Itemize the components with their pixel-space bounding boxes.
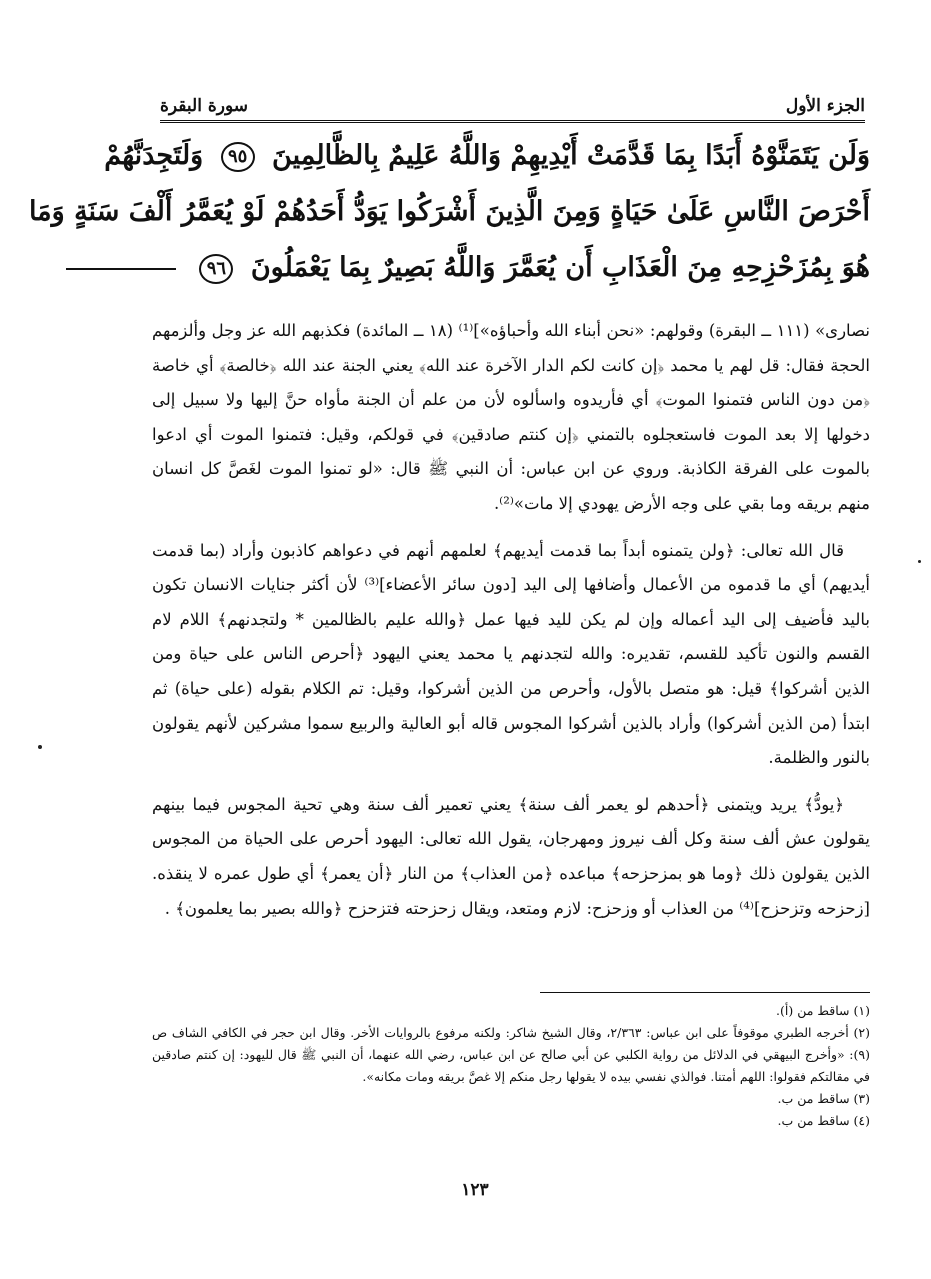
verse-text: وَلَتَجِدَنَّهُمْ: [104, 140, 204, 171]
footnote-separator: [540, 992, 870, 993]
footnote: (٣) ساقط من ب.: [777, 1091, 870, 1106]
ayah-number-marker: ٩٦: [199, 254, 233, 284]
commentary-paragraph: نصارى» (١١١ ــ البقرة) وقولهم: «نحن أبناء الله وأحباؤه»]⁽¹⁾ (١٨ ــ المائدة) فكذبهم الله عز وجل وألزمهم الحجة فقال: قل لهم يا محمد ﴿إن كانت لكم الدار الآخرة عند الله﴾ يعني الجنة عند الله ﴿خالصة﴾ أي خاصة ﴿من دون الناس فتمنوا الموت﴾ أي فأريدوه واسألوه لأن من علم أن الجنة مأواه حنَّ إليها ولا سبيل إلى دخولها إلا بعد الموت فاستعجلوه بالتمني ﴿إن كنتم صادقين﴾ في قولكم، وقيل: فتمنوا الموت أي ادعوا بالموت على الفرقة الكاذبة. وروي عن ابن عباس: أن النبي ﷺ قال: «لو تمنوا الموت لغَصَّ كل انسان منهم بريقه وما بقي على وجه الأرض يهودي إلا مات»⁽²⁾.: [152, 321, 870, 513]
ayah-number-marker: ٩٥: [221, 142, 255, 172]
verse-text: وَلَن يَتَمَنَّوْهُ أَبَدًا بِمَا قَدَّمَتْ أَيْدِيهِمْ وَاللَّهُ عَلِيمٌ بِالظَّالِمِينَ: [272, 140, 870, 171]
verse-text: أَحْرَصَ النَّاسِ عَلَىٰ حَيَاةٍ وَمِنَ الَّذِينَ أَشْرَكُوا يَوَدُّ أَحَدُهُمْ لَوْ يُعَمَّرُ أَلْفَ سَنَةٍ وَمَا: [28, 196, 870, 227]
commentary-body: [152, 314, 870, 938]
scan-speck: [38, 745, 42, 749]
footnotes: [152, 1000, 870, 1132]
quran-verses: [28, 128, 870, 298]
verse-text: هُوَ بِمُزَحْزِحِهِ مِنَ الْعَذَابِ أَن يُعَمَّرَ وَاللَّهُ بَصِيرٌ بِمَا يَعْمَلُونَ: [250, 252, 870, 283]
running-header: [160, 82, 865, 123]
page-number: ١٢٣: [461, 1180, 489, 1200]
scan-speck: [918, 560, 921, 563]
verse-line-1: [104, 128, 870, 184]
footnote: (٤) ساقط من ب.: [777, 1113, 870, 1128]
commentary-paragraph: قال الله تعالى: ﴿ولن يتمنوه أبداً بما قدمت أيديهم﴾ لعلمهم أنهم في دعواهم كاذبون وأراد (بما قدمت أيديهم) أي ما قدموه من الأعمال وأضافها إلى اليد [دون سائر الأعضاء]⁽³⁾ لأن أكثر جنايات الانسان تكون باليد فأضيف إلى اليد أعماله وإن لم يكن لليد فيها عمل ﴿والله عليم بالظالمين * ولتجدنهم﴾ اللام لام القسم والنون تأكيد للقسم، تقديره: والله لتجدنهم يا محمد يعني اليهود ﴿أحرص الناس على حياة ومن الذين أشركوا﴾ قيل: هو متصل بالأول، وأحرص من الذين أشركوا، وقيل: تم الكلام بقوله (على حياة) ثم ابتدأ (من الذين أشركوا) وأراد بالذين أشركوا المجوس قاله أبو العالية والربيع سموا مشركين لأنهم يقولون بالنور والظلمة.: [152, 540, 870, 768]
footnote: (١) ساقط من (أ).: [776, 1003, 870, 1018]
verse-line-3: [150, 240, 870, 296]
commentary-paragraph: ﴿يودُّ﴾ يريد ويتمنى ﴿أحدهم لو يعمر ألف سنة﴾ يعني تعمير ألف سنة وهي تحية المجوس فيما بينهم يقولون عش ألف سنة وكل ألف نيروز ومهرجان، يقول الله تعالى: اليهود أحرص على الحياة من المجوس الذين يقولون ذلك ﴿وما هو بمزحزحه﴾ مباعده ﴿من العذاب﴾ من النار ﴿أن يعمر﴾ أي طول عمره لا ينقذه. [زحزحه وتزحزح]⁽⁴⁾ من العذاب أو وزحزح: لازم ومتعد، ويقال زحزحته فتزحزح ﴿والله بصير بما يعلمون﴾ .: [152, 794, 870, 918]
verse-end-rule: [66, 268, 176, 270]
footnote: (٢) أخرجه الطبري موقوفاً على ابن عباس: ٢/٣٦٣، وقال الشيخ شاكر: ولكنه مرفوع بالروايات الأخر. وقال ابن حجر في الكافي الشاف ص (٩): «وأخرج البيهقي في الدلائل من رواية الكلبي عن أبي صالح عن ابن عباس، رضي الله عنهما، أن النبي ﷺ قال لليهود: إن كنتم صادقين في مقالتكم فقولوا: اللهم أمتنا. فوالذي نفسي بيده لا يقولها رجل منكم إلا غصَّ بريقه ومات مكانه».: [152, 1025, 870, 1084]
verse-line-2: [28, 184, 870, 240]
surah-title: سورة البقرة: [160, 96, 248, 116]
part-title: الجزء الأول: [785, 96, 865, 116]
